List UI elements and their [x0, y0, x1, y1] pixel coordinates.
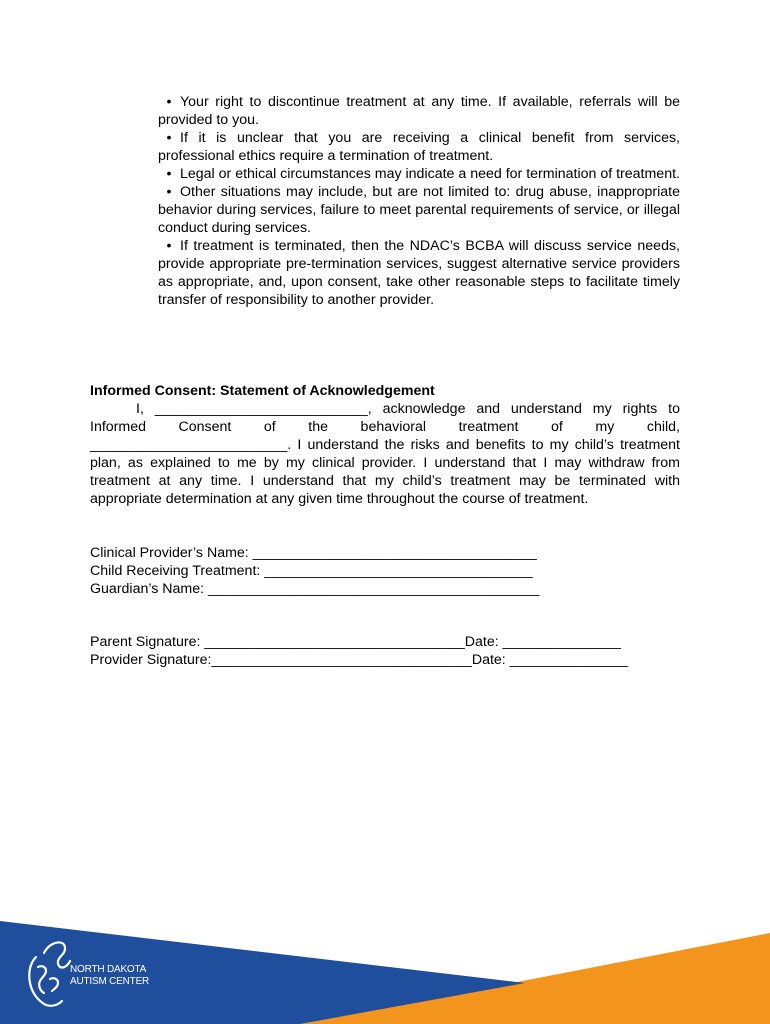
provider-name-field[interactable]: Clinical Provider’s Name: ____________________________________ [90, 545, 537, 561]
bullet-icon: • [166, 238, 172, 254]
consent-body: _________________________. I understand the risks and benefits to my child’s treatment plan, as explained to me by my clinical provider. I understand that I may withdraw from treatment at any time. I understand that my child’s treatment may be terminated with appropriate determination at any given time throughout the course of treatment. [90, 437, 680, 507]
bullet-icon: • [166, 166, 172, 182]
bullet-icon: • [166, 130, 172, 146]
org-logo-text [70, 964, 149, 988]
bullet-icon: • [166, 94, 172, 110]
signature-fields [90, 633, 628, 669]
consent-line-2: Informed Consent of the behavioral treatment of my child, [90, 419, 680, 435]
guardian-name-field[interactable]: Guardian’s Name: __________________________________________ [90, 581, 540, 597]
list-item: • Legal or ethical circumstances may indicate a need for termination of treatment. [158, 165, 680, 183]
consent-line-1: I, ___________________________, acknowledge and understand my rights to [136, 401, 680, 417]
consent-paragraph [90, 400, 680, 508]
logo-line-2: AUTISM CENTER [70, 976, 150, 987]
termination-reasons-list [158, 93, 680, 309]
provider-signature-field[interactable]: Provider Signature:_________________________________Date: _______________ [90, 652, 629, 668]
informed-consent-section [90, 382, 680, 508]
list-item: • If it is unclear that you are receiving a clinical benefit from services, professional ethics require a termination of treatment. [158, 130, 680, 164]
bullet-icon: • [166, 184, 172, 200]
section-heading: Informed Consent: Statement of Acknowledgement [90, 383, 435, 399]
name-fields [90, 544, 539, 598]
list-item: • Other situations may include, but are not limited to: drug abuse, inappropriate behavior during services, failure to meet parental requirements of service, or illegal conduct during services. [158, 184, 680, 236]
list-item: • Your right to discontinue treatment at any time. If available, referrals will be provided to you. [158, 94, 680, 128]
parent-signature-field[interactable]: Parent Signature: _________________________________Date: _______________ [90, 634, 621, 650]
logo-line-1: NORTH DAKOTA [70, 964, 147, 975]
list-item: • If treatment is terminated, then the NDAC’s BCBA will discuss service needs, provide appropriate pre-termination services, suggest alternative service providers as appropriate, and, upon consent, take other reasonable steps to facilitate timely transfer of responsibility to another provider. [158, 238, 680, 308]
child-name-field[interactable]: Child Receiving Treatment: __________________________________ [90, 563, 533, 579]
